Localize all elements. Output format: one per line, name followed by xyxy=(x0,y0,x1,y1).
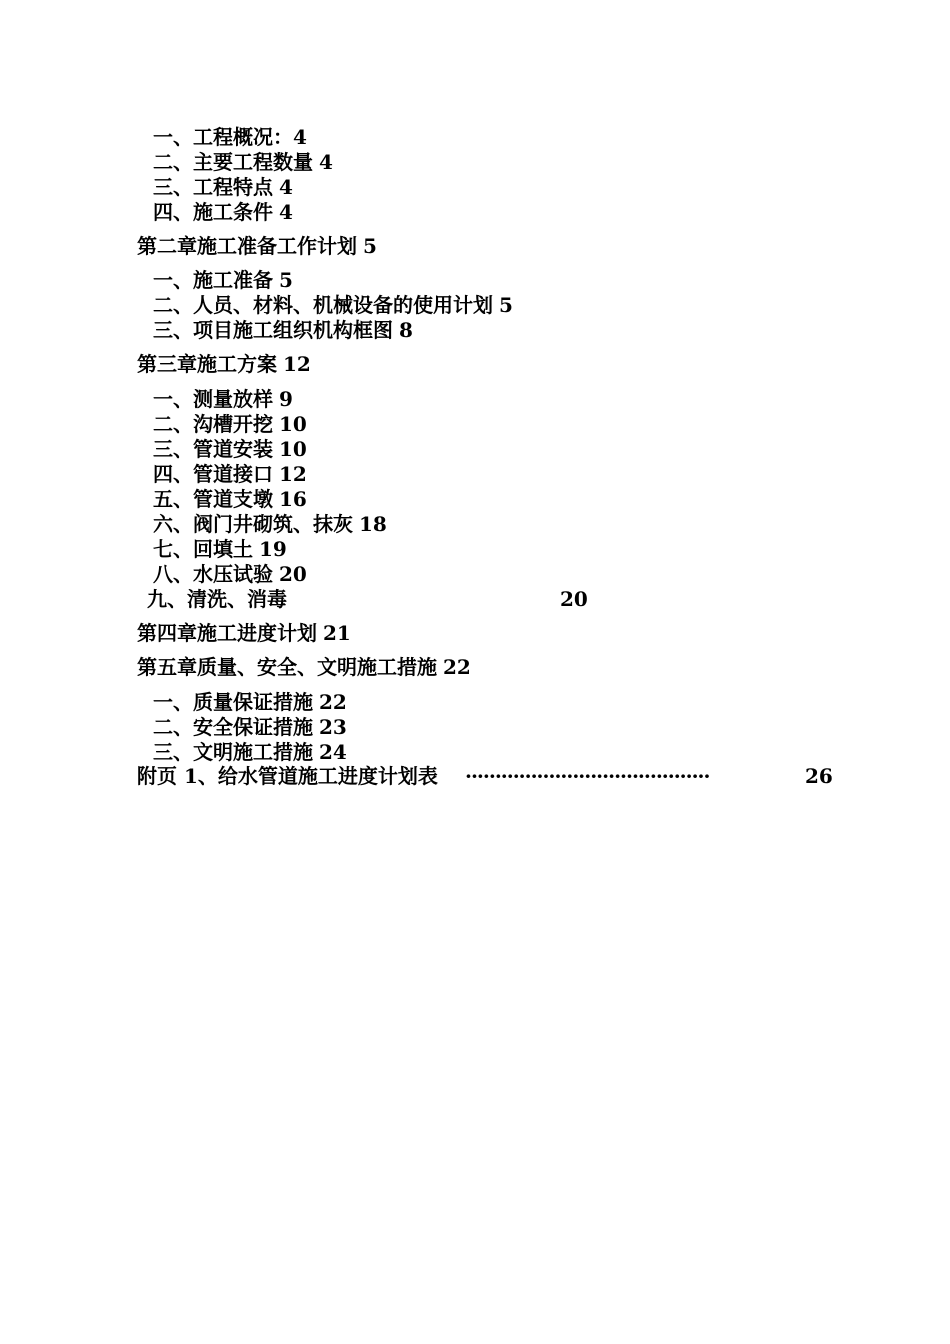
toc-chapter-label: 第四章施工进度计划 xyxy=(137,621,317,645)
toc-entry-page: 5 xyxy=(279,268,293,292)
toc-entry[interactable] xyxy=(153,462,307,486)
toc-entry-label: 二、人员、材料、机械设备的使用计划 xyxy=(153,293,493,317)
toc-entry-label: 一、工程概况： xyxy=(153,125,293,149)
toc-entry-label: 一、施工准备 xyxy=(153,268,273,292)
toc-entry[interactable] xyxy=(153,293,513,317)
toc-entry-page: 18 xyxy=(359,512,387,536)
toc-entry[interactable] xyxy=(153,487,307,511)
toc-entry-label: 三、工程特点 xyxy=(153,175,273,199)
toc-entry-label: 三、文明施工措施 xyxy=(153,740,313,764)
toc-chapter-label: 第五章质量、安全、文明施工措施 xyxy=(137,655,437,679)
toc-entry[interactable] xyxy=(153,537,287,561)
toc-entry-label: 五、管道支墩 xyxy=(153,487,273,511)
toc-chapter-label: 第三章施工方案 xyxy=(137,352,277,376)
toc-entry[interactable] xyxy=(153,268,293,292)
toc-chapter[interactable] xyxy=(137,621,351,645)
toc-appendix[interactable] xyxy=(137,764,438,788)
toc-entry-label: 三、管道安装 xyxy=(153,437,273,461)
toc-chapter-label: 第二章施工准备工作计划 xyxy=(137,234,357,258)
toc-appendix-page: 26 xyxy=(805,764,833,788)
toc-entry-label: 九、清洗、消毒 xyxy=(147,587,287,611)
toc-chapter[interactable] xyxy=(137,234,377,258)
toc-entry-label: 四、管道接口 xyxy=(153,462,273,486)
toc-entry-page: 12 xyxy=(279,462,307,486)
toc-entry-page: 16 xyxy=(279,487,307,511)
toc-entry-page: 22 xyxy=(319,690,347,714)
toc-entry-page: 24 xyxy=(319,740,347,764)
toc-entry-label: 四、施工条件 xyxy=(153,200,273,224)
toc-entry[interactable] xyxy=(153,200,293,224)
toc-entry[interactable] xyxy=(153,562,307,586)
toc-entry[interactable] xyxy=(153,715,347,739)
toc-entry-page: 23 xyxy=(319,715,347,739)
toc-entry[interactable] xyxy=(153,437,307,461)
toc-appendix-label: 附页 1、给水管道施工进度计划表 xyxy=(137,764,438,788)
toc-chapter-page: 5 xyxy=(363,234,377,258)
toc-entry-page: 8 xyxy=(399,318,413,342)
toc-chapter-page: 22 xyxy=(443,655,471,679)
toc-entry-label: 二、主要工程数量 xyxy=(153,150,313,174)
toc-entry[interactable] xyxy=(153,175,293,199)
toc-chapter-page: 21 xyxy=(323,621,351,645)
toc-entry-page: 20 xyxy=(560,587,588,611)
toc-entry-label: 六、阀门井砌筑、抹灰 xyxy=(153,512,353,536)
toc-entry-page: 9 xyxy=(279,387,293,411)
toc-entry-label: 七、回填土 xyxy=(153,537,253,561)
toc-entry-page: 4 xyxy=(319,150,333,174)
toc-entry-label: 三、项目施工组织机构框图 xyxy=(153,318,393,342)
toc-entry-label: 一、质量保证措施 xyxy=(153,690,313,714)
toc-entry[interactable] xyxy=(153,387,293,411)
toc-entry[interactable] xyxy=(147,587,287,611)
toc-leader-dots: ········································· xyxy=(465,764,710,788)
toc-entry-label: 二、安全保证措施 xyxy=(153,715,313,739)
toc-entry-page: 4 xyxy=(279,200,293,224)
toc-entry-label: 一、测量放样 xyxy=(153,387,273,411)
toc-chapter[interactable] xyxy=(137,352,311,376)
toc-entry[interactable] xyxy=(153,690,347,714)
toc-entry-page: 10 xyxy=(279,437,307,461)
toc-entry[interactable] xyxy=(153,150,333,174)
toc-entry-page: 5 xyxy=(499,293,513,317)
toc-entry[interactable] xyxy=(153,125,307,149)
toc-entry-page: 4 xyxy=(279,175,293,199)
toc-entry-page: 10 xyxy=(279,412,307,436)
toc-chapter[interactable] xyxy=(137,655,471,679)
toc-chapter-page: 12 xyxy=(283,352,311,376)
toc-entry[interactable] xyxy=(153,512,387,536)
toc-entry-label: 八、水压试验 xyxy=(153,562,273,586)
toc-entry-page: 19 xyxy=(259,537,287,561)
toc-entry-page: 20 xyxy=(279,562,307,586)
toc-entry[interactable] xyxy=(153,318,413,342)
toc-entry[interactable] xyxy=(153,412,307,436)
toc-entry[interactable] xyxy=(153,740,347,764)
toc-entry-label: 二、沟槽开挖 xyxy=(153,412,273,436)
toc-entry-page: 4 xyxy=(293,125,307,149)
